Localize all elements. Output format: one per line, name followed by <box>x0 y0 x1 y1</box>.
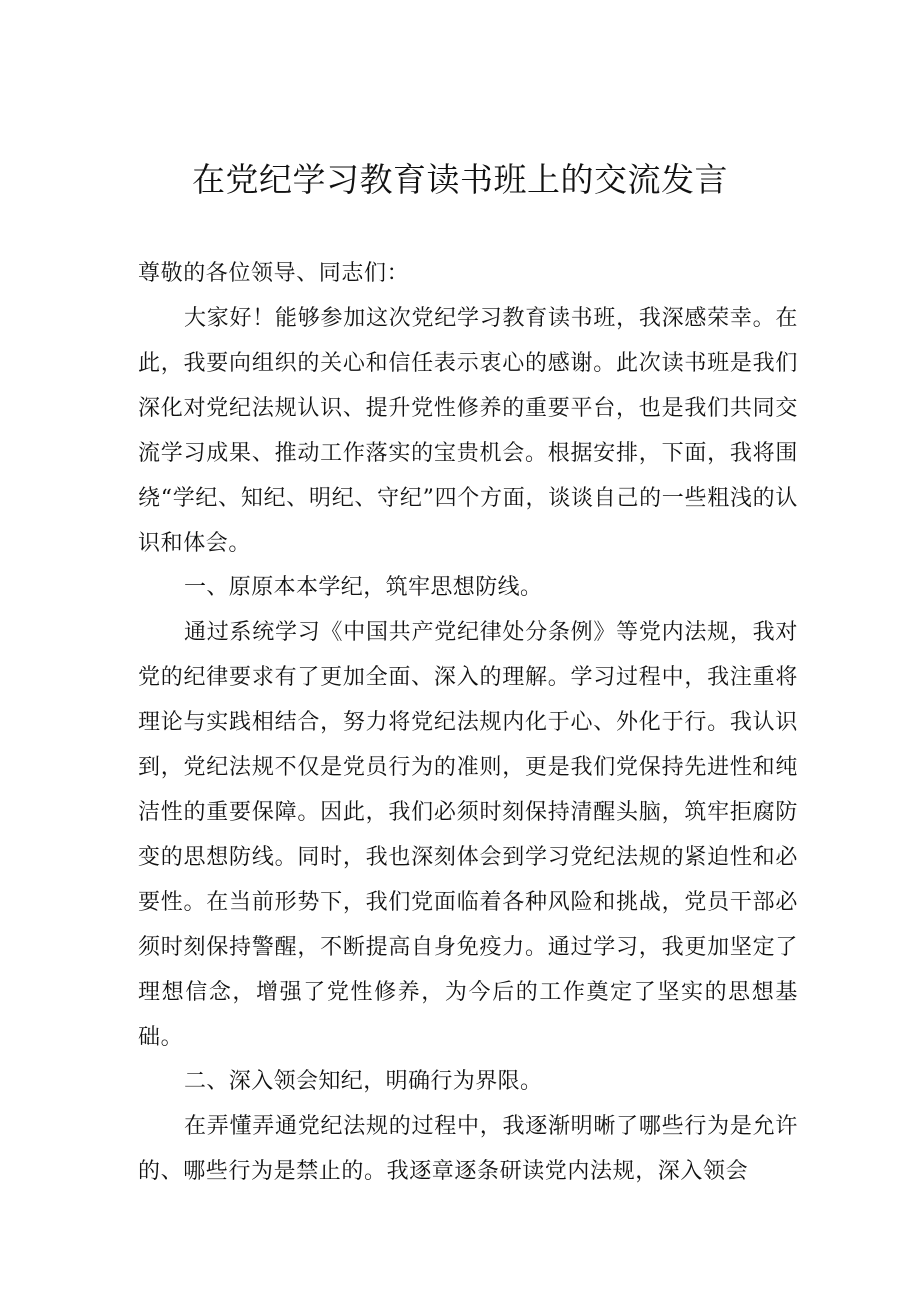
section-heading-2: 二、深入领会知纪，明确行为界限。 <box>184 1069 543 1095</box>
section-2-paragraph: 在弄懂弄通党纪法规的过程中，我逐渐明晰了哪些行为是允许的、哪些行为是禁止的。我逐章逐条研读党内法规，深入领会 <box>138 1114 798 1185</box>
intro-paragraph: 大家好！能够参加这次党纪学习教育读书班，我深感荣幸。在此，我要向组织的关心和信任表示衷心的感谢。此次读书班是我们深化对党纪法规认识、提升党性修养的重要平台，也是我们共同交流学习成果、推动工作落实的宝贵机会。根据安排，下面，我将围绕“学纪、知纪、明纪、守纪”四个方面，谈谈自己的一些粗浅的认识和体会。 <box>138 306 798 556</box>
section-heading-1: 一、原原本本学纪，筑牢思想防线。 <box>184 575 543 601</box>
greeting-line: 尊敬的各位领导、同志们： <box>138 261 410 286</box>
document-body <box>138 297 798 1195</box>
document-title: 在党纪学习教育读书班上的交流发言 <box>192 160 728 199</box>
section-1-paragraph: 通过系统学习《中国共产党纪律处分条例》等党内法规，我对党的纪律要求有了更加全面、深入的理解。学习过程中，我注重将理论与实践相结合，努力将党纪法规内化于心、外化于行。我认识到，党纪法规不仅是党员行为的准则，更是我们党保持先进性和纯洁性的重要保障。因此，我们必须时刻保持清醒头脑，筑牢拒腐防变的思想防线。同时，我也深刻体会到学习党纪法规的紧迫性和必要性。在当前形势下，我们党面临着各种风险和挑战，党员干部必须时刻保持警醒，不断提高自身免疫力。通过学习，我更加坚定了理想信念，增强了党性修养，为今后的工作奠定了坚实的思想基础。 <box>138 620 798 1050</box>
